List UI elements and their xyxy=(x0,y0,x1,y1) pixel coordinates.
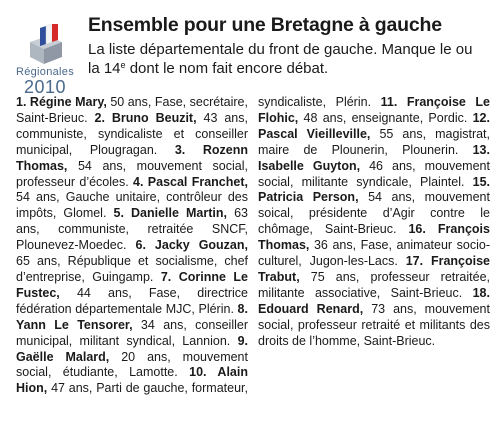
candidate-details: 34 ans, conseiller municipal, militant syndical, Lannion. xyxy=(16,317,248,348)
intro-text-1: La liste départementale du front de gauche. Manque le ou la 14 xyxy=(88,41,473,77)
candidate-details: 50 ans, Fase, secrétaire, Saint-Brieuc. xyxy=(16,95,248,125)
candidate-details: 63 ans, communiste, retraitée SNCF, Plounevez-Moedec. xyxy=(16,206,248,253)
candidate-list xyxy=(16,95,490,411)
candidate-name: 10. Alain Hion, xyxy=(16,365,248,396)
candidate-name: 11. Françoise Le Flohic, xyxy=(258,95,490,125)
candidate-details: 20 ans, mouvement social, étudiante, Lamotte. xyxy=(16,349,248,380)
article-headline: Ensemble pour une Bretagne à gauche xyxy=(88,14,442,36)
candidate-name: 15. Patricia Person, xyxy=(258,174,491,205)
candidate-details: 36 ans, Fase, animateur socio-culturel, Jugon-les-Lacs. xyxy=(258,238,490,269)
candidate-name: 3. Rozenn Thomas, xyxy=(16,142,248,173)
flag-blue-band xyxy=(40,26,46,46)
flag-white-band xyxy=(46,24,52,44)
candidate-name: 1. Régine Mary, xyxy=(16,95,107,109)
candidate-details: 54 ans, Gauche unitaire, contrôleur des impôts, Glomel. xyxy=(16,190,248,221)
candidate-details: 54 ans, mouvement social, professeur d’écoles. xyxy=(16,158,248,189)
logo-word: Régionales xyxy=(15,66,75,78)
candidate-details: 43 ans, communiste, syndicaliste et conseiller municipal, Plougragan. xyxy=(16,110,248,157)
candidate-name: 8. Yann Le Tensorer, xyxy=(16,301,248,332)
candidate-details: 47 ans, Parti de gauche, formateur, syndicaliste, Plérin. xyxy=(51,95,372,396)
article-intro xyxy=(88,40,488,78)
candidate-details: 54 ans, mouvement soical, présidente d’Agir contre le chômage, Saint-Brieuc. xyxy=(258,190,490,237)
logo-year: 2010 xyxy=(23,77,67,97)
flag-red-band xyxy=(52,24,58,42)
candidate-name: 12. Pascal Vieilleville, xyxy=(258,110,490,141)
candidate-name: 4. Pascal Franchet, xyxy=(133,174,248,189)
candidate-name: 5. Danielle Martin, xyxy=(113,206,227,221)
candidate-details: 44 ans, Fase, directrice fédération départementale MJC, Plérin. xyxy=(16,285,248,316)
candidate-details: 65 ans, République et socialisme, chef d’entreprise, Guingamp. xyxy=(16,254,248,284)
intro-ordinal: e xyxy=(120,60,126,70)
candidate-details: 48 ans, enseignante, Pordic. xyxy=(303,110,468,125)
candidate-name: 2. Bruno Beuzit, xyxy=(94,110,197,125)
candidate-details: 55 ans, magistrat, maire de Plounerin, Plounerin. xyxy=(258,126,491,157)
candidate-name: 17. Françoise Trabut, xyxy=(258,254,490,284)
regionales-2010-logo xyxy=(4,22,84,100)
candidate-name: 18. Edouard Renard, xyxy=(258,285,490,316)
candidate-details: 75 ans, professeur retraitée, militante associative, Saint-Brieuc. xyxy=(258,269,490,300)
candidate-name: 7. Corinne Le Fustec, xyxy=(16,269,249,300)
candidate-name: 6. Jacky Gouzan, xyxy=(135,238,248,253)
candidate-details: 73 ans, mouvement social, professeur retraité et militants des droits de l’homme, Saint-Brieuc. xyxy=(258,301,490,348)
candidate-name: 13. Isabelle Guyton, xyxy=(258,142,490,173)
candidate-name: 16. François Thomas, xyxy=(258,222,490,253)
intro-text-2: dont le nom fait encore débat. xyxy=(125,60,329,77)
candidate-details: 46 ans, mouvement social, militante syndicale, Plaintel. xyxy=(258,158,490,189)
ballot-box-icon xyxy=(26,24,66,66)
candidate-name: 9. Gaëlle Malard, xyxy=(16,333,248,364)
